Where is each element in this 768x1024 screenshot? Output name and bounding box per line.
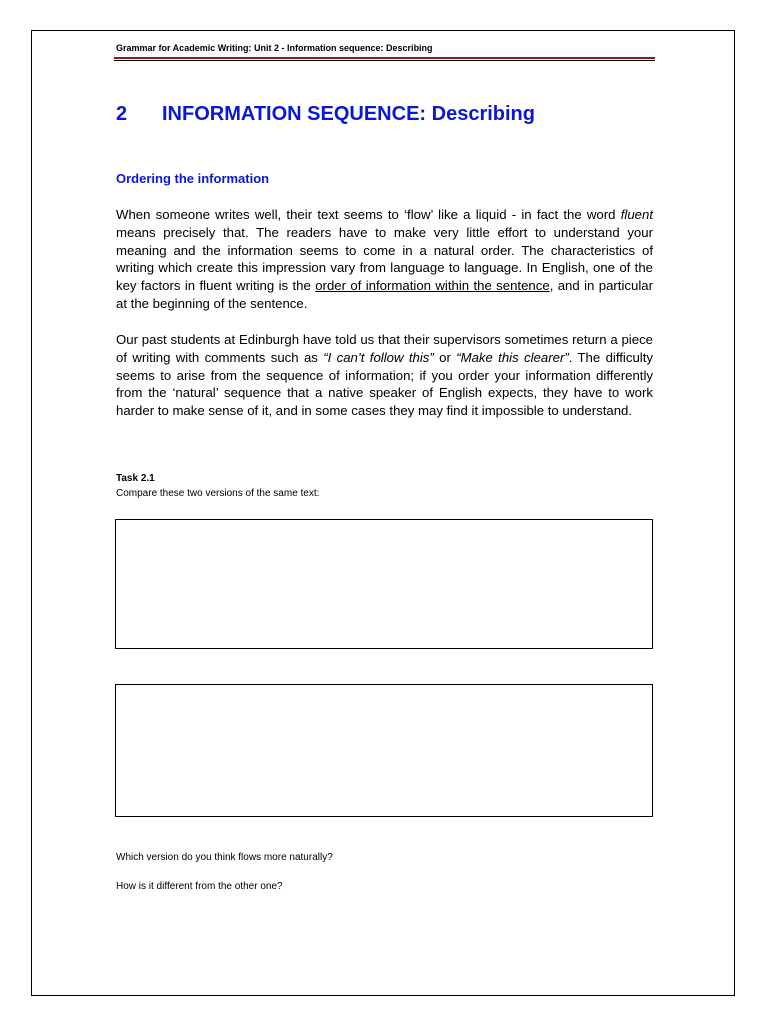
- quote-make-clearer: “Make this clearer”: [456, 349, 569, 365]
- task-instruction: Compare these two versions of the same text:: [116, 488, 320, 499]
- text-version-box-2: [115, 684, 653, 817]
- chapter-number: 2: [116, 103, 128, 125]
- question-how-different: How is it different from the other one?: [116, 881, 283, 892]
- chapter-title: [116, 103, 535, 126]
- section-heading: Ordering the information: [116, 171, 270, 186]
- question-flows-naturally: Which version do you think flows more naturally?: [116, 852, 333, 863]
- task-label: Task 2.1: [116, 473, 155, 484]
- underlined-phrase: order of information within the sentence: [315, 278, 550, 294]
- header-rule: [114, 57, 655, 61]
- paragraph-supervisor-comments: Our past students at Edinburgh have told us that their supervisors sometimes return a piece of writing with comments such as “I can’t follow this” or “Make this clearer”. The difficulty seems to arise from the sequence of information; if you order your information differently from the ‘natural’ sequence that a native speaker of English expects, they have to work harder to make sense of it, and in some cases they may find it impossible to understand.: [116, 332, 653, 419]
- italic-word-fluent: fluent: [620, 207, 653, 222]
- text-version-box-1: [115, 519, 653, 649]
- quote-cant-follow: “I can’t follow this”: [323, 349, 434, 365]
- running-header: Grammar for Academic Writing: Unit 2 - Information sequence: Describing: [116, 43, 433, 53]
- paragraph-fluent-writing: When someone writes well, their text seems to ‘flow’ like a liquid - in fact the word fluent means precisely that. The readers have to make very little effort to understand your meaning and the information seems to come in a natural order. The characteristics of writing which create this impression vary from language to language. In English, one of the key factors in fluent writing is the order of information within the sentence, and in particular at the beginning of the sentence.: [116, 207, 653, 311]
- header-rule-black-line: [114, 60, 655, 61]
- chapter-title-text: INFORMATION SEQUENCE: Describing: [162, 103, 535, 125]
